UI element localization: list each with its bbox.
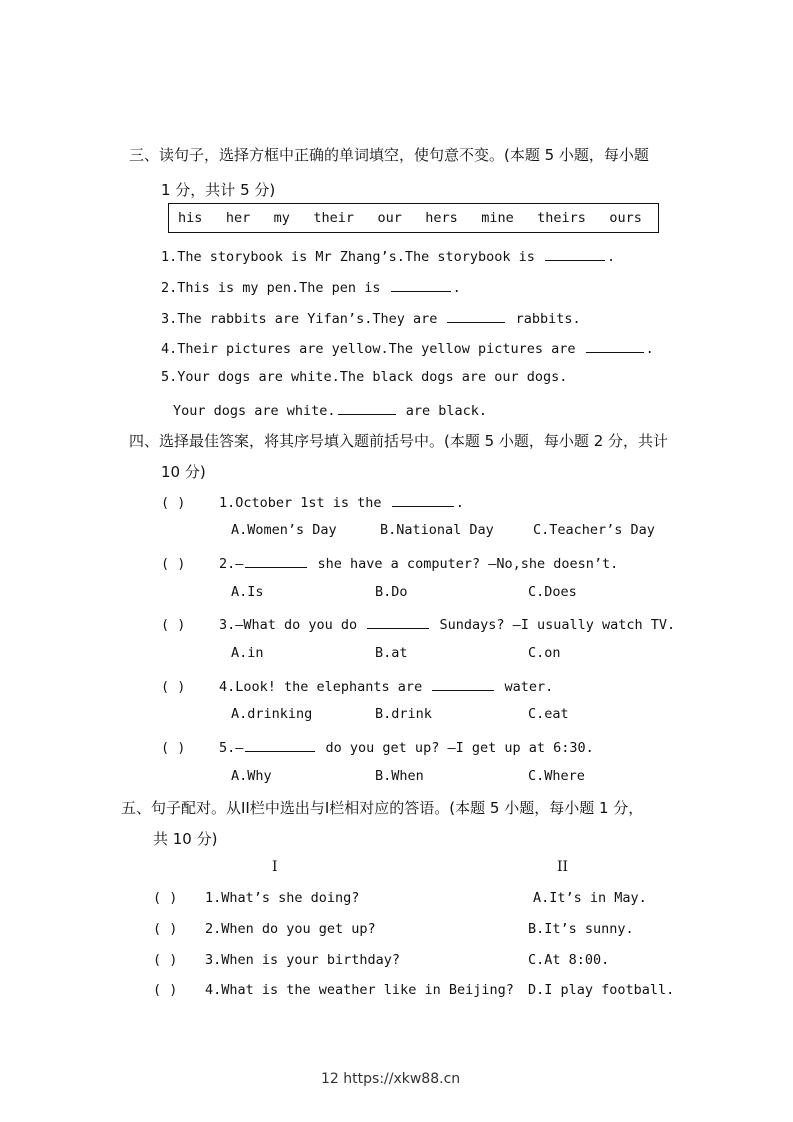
s4-q4-option-b: B.drink xyxy=(375,706,432,722)
s4-question-1: ( ) 1.October 1st is the . xyxy=(161,492,464,511)
answer-paren[interactable]: ( ) xyxy=(161,556,186,572)
s5-row-4-answer: D.I play football. xyxy=(528,982,675,998)
word-option: ours xyxy=(609,210,642,226)
s4-q3-option-b: B.at xyxy=(375,645,408,661)
s4-q2-option-b: B.Do xyxy=(375,584,408,600)
s4-q2-option-a: A.Is xyxy=(231,584,264,600)
s3-question-1: 1.The storybook is Mr Zhang’s.The storybook is . xyxy=(161,246,615,265)
section4-title-line1: 四、选择最佳答案，将其序号填入题前括号中。(本题 5 小题，每小题 2 分，共计 xyxy=(129,432,669,450)
s3-question-4: 4.Their pictures are yellow.The yellow pictures are . xyxy=(161,338,654,357)
s5-row-3: ( ) 3.When is your birthday? xyxy=(153,952,401,968)
s4-q4-option-a: A.drinking xyxy=(231,706,313,722)
answer-blank[interactable] xyxy=(392,492,454,507)
answer-paren[interactable]: ( ) xyxy=(161,617,186,633)
word-option: her xyxy=(225,210,251,226)
page-footer xyxy=(321,1071,460,1087)
s4-q5-option-a: A.Why xyxy=(231,768,272,784)
word-option: my xyxy=(273,210,290,226)
word-option: our xyxy=(377,210,402,226)
s5-row-2: ( ) 2.When do you get up? xyxy=(153,921,376,937)
s3-question-5b: Your dogs are white. are black. xyxy=(173,400,487,419)
section5-title-line1: 五、句子配对。从II栏中选出与I栏相对应的答语。(本题 5 小题，每小题 1 分， xyxy=(121,799,644,817)
answer-paren[interactable]: ( ) xyxy=(153,921,178,937)
word-option: hers xyxy=(425,210,458,226)
column-heading-ii: II xyxy=(557,859,569,875)
s5-row-2-answer: B.It’s sunny. xyxy=(528,921,634,937)
s5-row-1-answer: A.It’s in May. xyxy=(533,890,647,906)
s4-q5-option-b: B.When xyxy=(375,768,424,784)
word-option: his xyxy=(178,210,203,226)
answer-blank[interactable] xyxy=(245,737,315,752)
s4-q1-option-c: C.Teacher’s Day xyxy=(533,522,655,538)
s3-question-3: 3.The rabbits are Yifan’s.They are rabbits. xyxy=(161,308,581,327)
answer-blank[interactable] xyxy=(432,676,494,691)
answer-paren[interactable]: ( ) xyxy=(153,982,178,998)
answer-blank[interactable] xyxy=(391,277,451,292)
section4-title-line2: 10 分) xyxy=(161,463,206,481)
section5-title-line2: 共 10 分) xyxy=(153,830,218,848)
s4-question-5: ( ) 5.— do you get up? —I get up at 6:30. xyxy=(161,737,594,756)
s4-q4-option-c: C.eat xyxy=(528,706,569,722)
answer-paren[interactable]: ( ) xyxy=(161,495,186,511)
s4-question-2: ( ) 2.— she have a computer? —No,she doesn’t. xyxy=(161,553,618,572)
answer-blank[interactable] xyxy=(545,246,605,261)
answer-blank[interactable] xyxy=(447,308,505,323)
answer-blank[interactable] xyxy=(367,614,429,629)
s3-question-5a: 5.Your dogs are white.The black dogs are our dogs. xyxy=(161,369,568,385)
answer-blank[interactable] xyxy=(245,553,307,568)
s4-q2-option-c: C.Does xyxy=(528,584,577,600)
s5-row-4: ( ) 4.What is the weather like in Beijing? xyxy=(153,982,514,998)
s4-q1-option-b: B.National Day xyxy=(380,522,494,538)
s5-row-1: ( ) 1.What’s she doing? xyxy=(153,890,360,906)
answer-blank[interactable] xyxy=(338,400,396,415)
section3-title-line2: 1 分，共计 5 分) xyxy=(161,181,276,199)
s4-q5-option-c: C.Where xyxy=(528,768,585,784)
answer-paren[interactable]: ( ) xyxy=(161,740,186,756)
word-option: their xyxy=(313,210,354,226)
s4-q3-option-a: A.in xyxy=(231,645,264,661)
answer-paren[interactable]: ( ) xyxy=(153,890,178,906)
footer-url[interactable]: https://xkw88.cn xyxy=(343,1071,461,1087)
column-heading-i: I xyxy=(272,859,278,875)
s5-row-3-answer: C.At 8:00. xyxy=(528,952,610,968)
s4-question-4: ( ) 4.Look! the elephants are water. xyxy=(161,676,553,695)
s4-q3-option-c: C.on xyxy=(528,645,561,661)
word-option: theirs xyxy=(537,210,586,226)
s3-question-2: 2.This is my pen.The pen is . xyxy=(161,277,461,296)
answer-paren[interactable]: ( ) xyxy=(161,679,186,695)
page-number: 12 xyxy=(321,1071,339,1087)
section3-title-line1: 三、读句子，选择方框中正确的单词填空，使句意不变。(本题 5 小题，每小题 xyxy=(129,146,649,164)
s4-q1-option-a: A.Women’s Day xyxy=(231,522,337,538)
answer-paren[interactable]: ( ) xyxy=(153,952,178,968)
word-box xyxy=(168,203,659,233)
s4-question-3: ( ) 3.—What do you do Sundays? —I usually watch TV. xyxy=(161,614,675,633)
answer-blank[interactable] xyxy=(586,338,644,353)
word-option: mine xyxy=(481,210,514,226)
